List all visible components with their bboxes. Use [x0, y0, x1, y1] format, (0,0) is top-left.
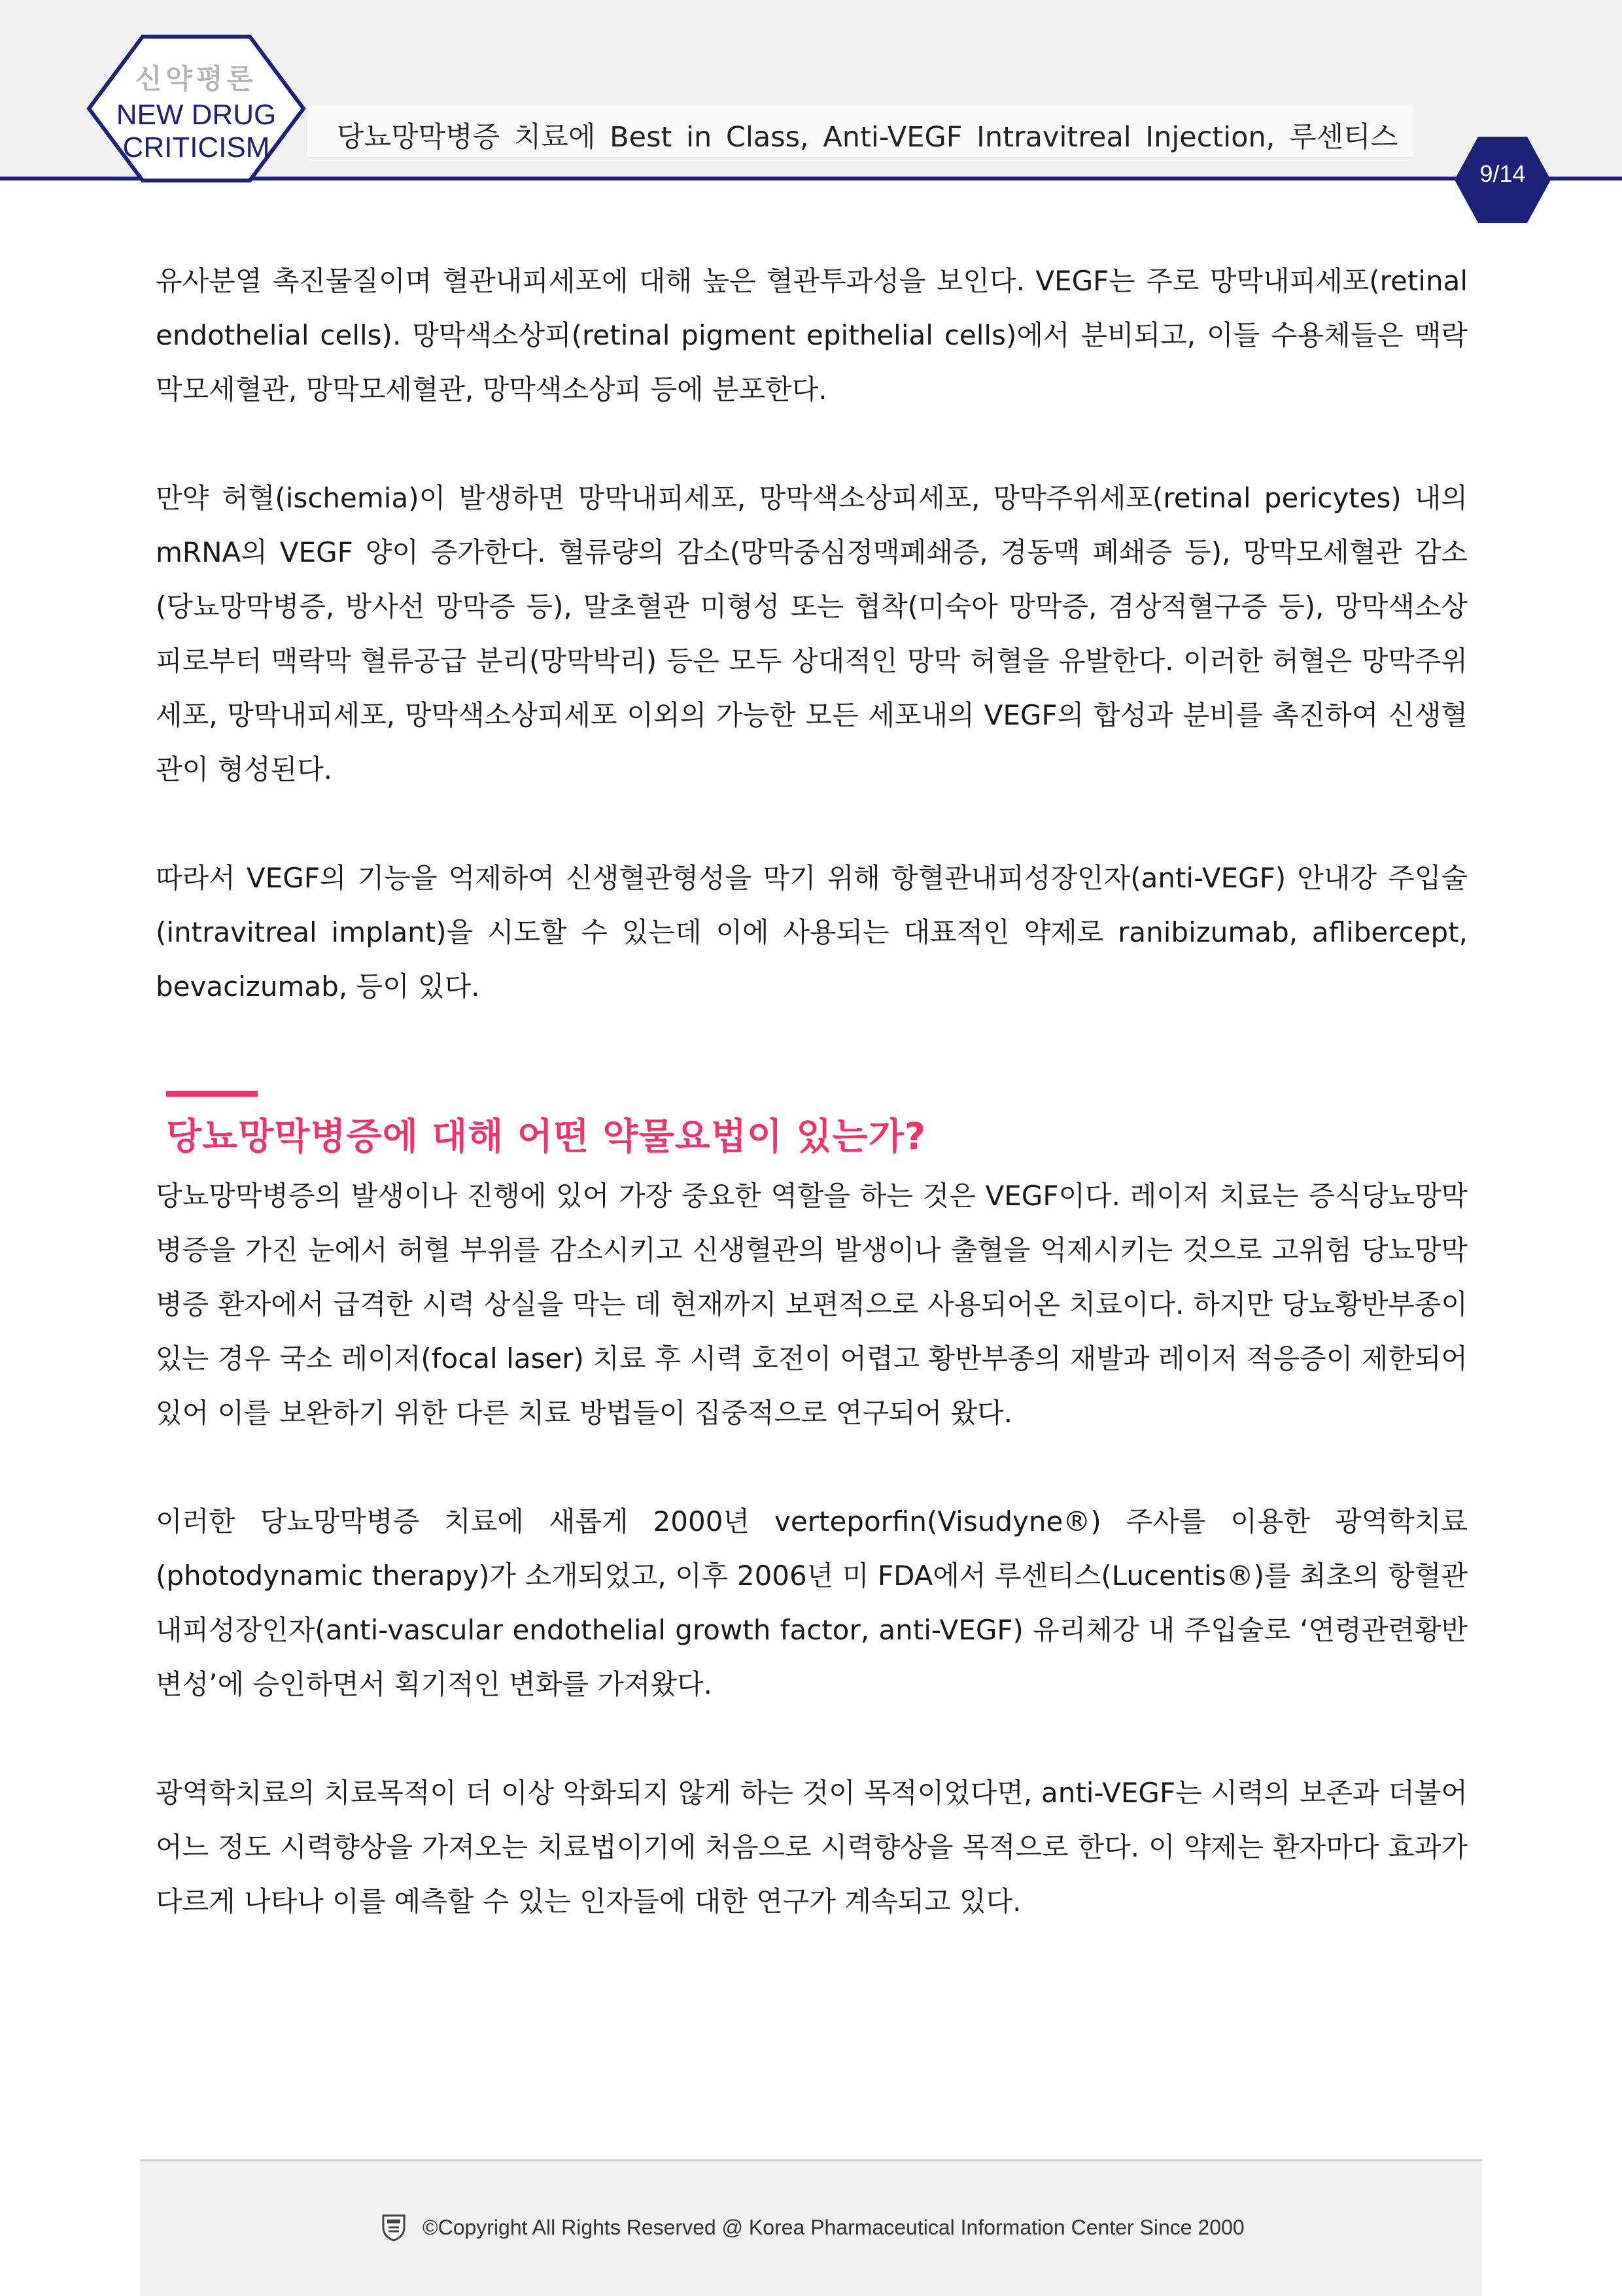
shield-icon [381, 2213, 407, 2242]
paragraph-vegf-distribution: 유사분열 촉진물질이며 혈관내피세포에 대해 높은 혈관투과성을 보인다. VEGF는 주로 망막내피세포(retinal endothelial cells). 망막색소상피(retinal pigment epithelial cells)에서 분비되고, 이들 수용체들은 맥락막모세혈관, 망막모세혈관, 망막색소상피 등에 분포한다. [156, 265, 1468, 405]
paragraph-lucentis-history: 이러한 당뇨망막병증 치료에 새롭게 2000년 verteporfin(Visudyne®) 주사를 이용한 광역학치료(photodynamic therapy)가 소개되었고, 이후 2006년 미 FDA에서 루센티스(Lucentis®)를 최초의 항혈관내피성장인자(anti-vascular endothelial growth factor, anti-VEGF) 유리체강 내 주입술로 ‘연령관련황반변성’에 승인하면서 획기적인 변화를 가져왔다. [156, 1505, 1468, 1700]
section-heading: 당뇨망막병증에 대해 어떤 약물요법이 있는가? [166, 1116, 927, 1158]
copyright-text: ©Copyright All Rights Reserved @ Korea Pharmaceutical Information Center Since 2000 [423, 2215, 1245, 2239]
paragraph-anti-vegf-agents: 따라서 VEGF의 기능을 억제하여 신생혈관형성을 막기 위해 항혈관내피성장인자(anti-VEGF) 안내강 주입술(intravitreal implant)을 시도할 수 있는데 이에 사용되는 대표적인 약제로 ranibizumab, aflibercept, bevacizumab, 등이 있다. [156, 862, 1468, 1002]
logo-english-line2: CRITICISM [122, 131, 270, 164]
page-number: 9/14 [1479, 160, 1526, 187]
logo-english-line1: NEW DRUG [116, 99, 277, 131]
article-body [156, 254, 1468, 1928]
logo-korean: 신약평론 [135, 63, 258, 95]
paragraph-ischemia: 만약 허혈(ischemia)이 발생하면 망막내피세포, 망막색소상피세포, 망막주위세포(retinal pericytes) 내의 mRNA의 VEGF 양이 증가한다. 혈류량의 감소(망막중심정맥폐쇄증, 경동맥 폐쇄증 등), 망막모세혈관 감소(당뇨망막병증, 방사선 망막증 등), 말초혈관 미형성 또는 협착(미숙아 망막증, 겸상적혈구증 등), 망막색소상피로부터 맥락막 혈류공급 분리(망막박리) 등은 모두 상대적인 망막 허혈을 유발한다. 이러한 허혈은 망막주위세포, 망막내피세포, 망막색소상피세포 이외의 가능한 모든 세포내의 VEGF의 합성과 분비를 촉진하여 신생혈관이 형성된다. [156, 482, 1468, 785]
logo [98, 65, 294, 164]
section-accent-bar [166, 1091, 258, 1097]
footer-row [381, 2213, 1245, 2242]
paragraph-laser-therapy: 당뇨망막병증의 발생이나 진행에 있어 가장 중요한 역할을 하는 것은 VEGF이다. 레이저 치료는 증식당뇨망막병증을 가진 눈에서 허혈 부위를 감소시키고 신생혈관의 발생이나 출혈을 억제시키는 것으로 고위험 당뇨망막병증 환자에서 급격한 시력 상실을 막는 데 현재까지 보편적으로 사용되어온 치료이다. 하지만 당뇨황반부종이 있는 경우 국소 레이저(focal laser) 치료 후 시력 호전이 어렵고 황반부종의 재발과 레이저 적응증이 제한되어 있어 이를 보완하기 위한 다른 치료 방법들이 집중적으로 연구되어 왔다. [156, 1180, 1468, 1429]
page-title: 당뇨망막병증 치료에 Best in Class, Anti-VEGF Intravitreal Injection, 루센티스 [337, 121, 1398, 154]
paragraph-treatment-goal: 광역학치료의 치료목적이 더 이상 악화되지 않게 하는 것이 목적이었다면, anti-VEGF는 시력의 보존과 더불어 어느 정도 시력향상을 가져오는 치료법이기에 처음으로 시력향상을 목적으로 한다. 이 약제는 환자마다 효과가 다르게 나타나 이를 예측할 수 있는 인자들에 대한 연구가 계속되고 있다. [156, 1777, 1468, 1917]
